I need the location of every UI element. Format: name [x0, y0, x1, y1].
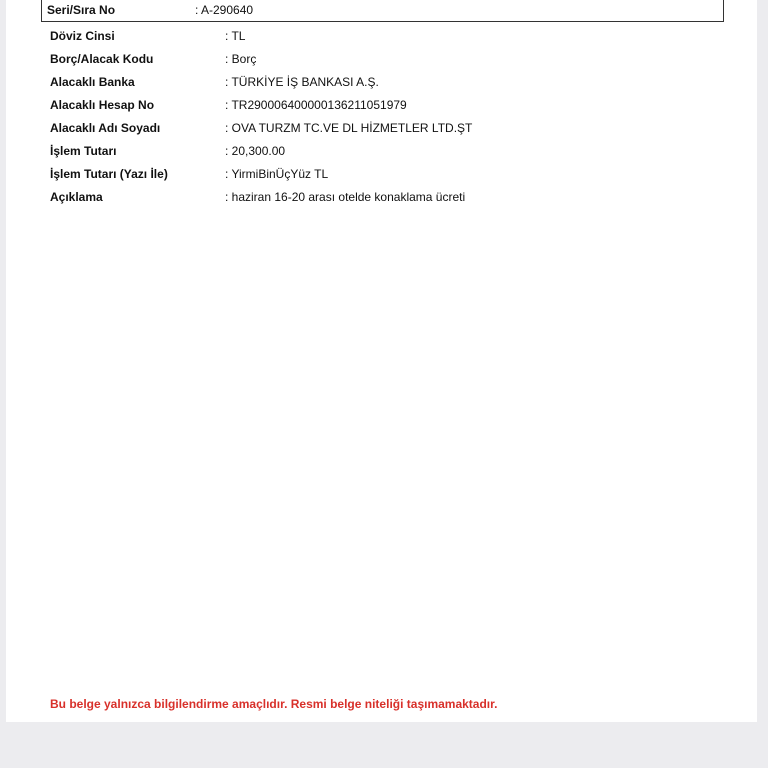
serial-number-row: [6, 1, 757, 19]
description-value: : haziran 16-20 arası otelde konaklama ücreti: [225, 190, 466, 204]
creditor-name-value: : OVA TURZM TC.VE DL HİZMETLER LTD.ŞT: [225, 121, 473, 135]
field-row-currency: [6, 27, 757, 45]
creditor-bank-label: Alacaklı Banka: [50, 75, 135, 89]
amount-label: İşlem Tutarı: [50, 144, 117, 158]
field-row-creditor-bank: [6, 73, 757, 91]
disclaimer-notice: Bu belge yalnızca bilgilendirme amaçlıdır. Resmi belge niteliği taşımamaktadır.: [50, 697, 498, 711]
amount-words-label: İşlem Tutarı (Yazı İle): [50, 167, 168, 181]
currency-value: : TL: [225, 29, 246, 43]
creditor-account-label: Alacaklı Hesap No: [50, 98, 155, 112]
serial-number-label: Seri/Sıra No: [47, 3, 116, 17]
document-page: [6, 0, 757, 722]
description-label: Açıklama: [50, 190, 103, 204]
field-row-creditor-name: [6, 119, 757, 137]
field-row-creditor-account: [6, 96, 757, 114]
creditor-bank-value: : TÜRKİYE İŞ BANKASI A.Ş.: [225, 75, 379, 89]
creditor-name-label: Alacaklı Adı Soyadı: [50, 121, 161, 135]
debit-credit-label: Borç/Alacak Kodu: [50, 52, 154, 66]
amount-words-value: : YirmiBinÜçYüz TL: [225, 167, 329, 181]
field-row-amount-words: [6, 165, 757, 183]
currency-label: Döviz Cinsi: [50, 29, 115, 43]
field-row-amount: [6, 142, 757, 160]
field-row-debit-credit: [6, 50, 757, 68]
field-row-description: [6, 188, 757, 206]
debit-credit-value: : Borç: [225, 52, 257, 66]
creditor-account-value: : TR290006400000136211051979: [225, 98, 407, 112]
amount-value: : 20,300.00: [225, 144, 286, 158]
serial-number-value: : A-290640: [195, 3, 254, 17]
